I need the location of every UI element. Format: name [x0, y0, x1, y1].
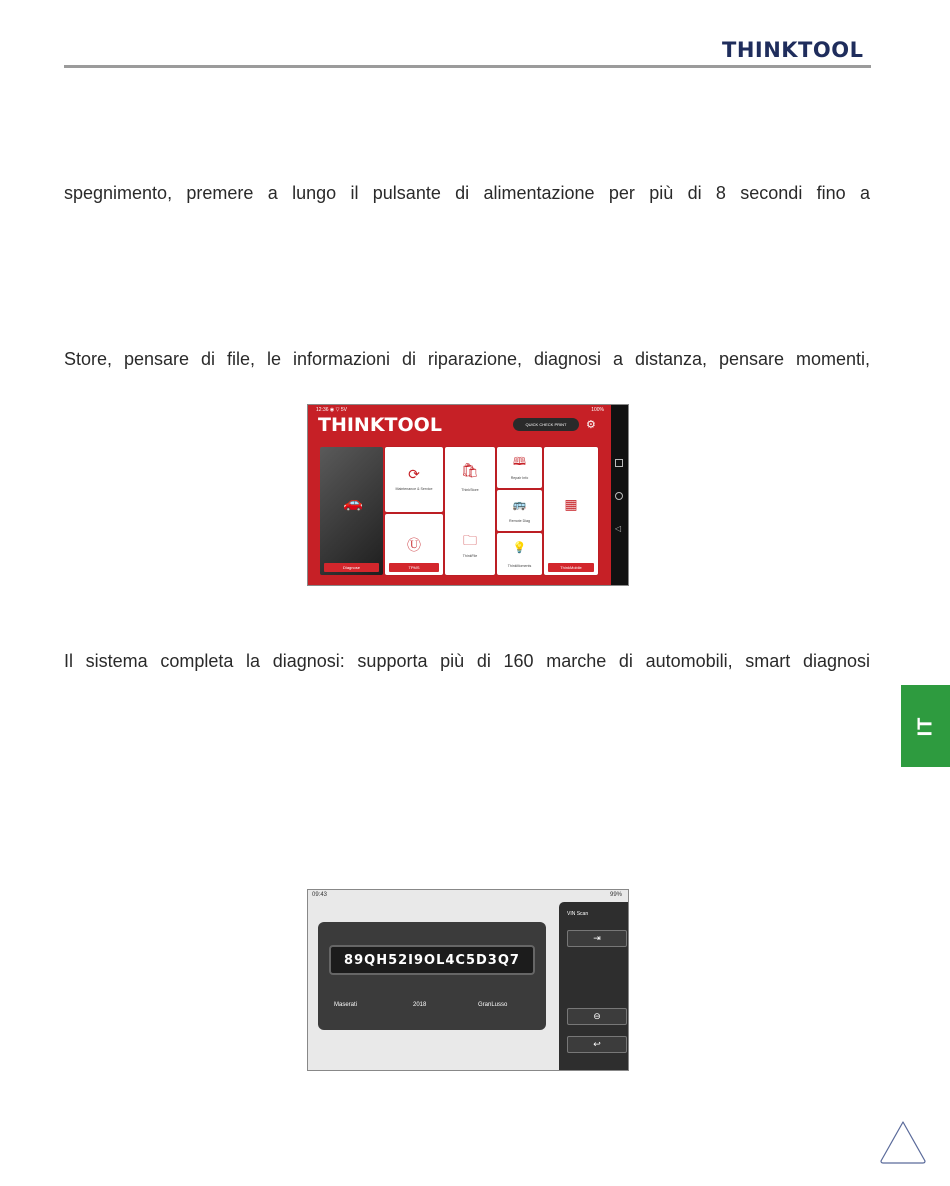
- remote-diag-label: Remote Diag: [509, 519, 530, 523]
- paragraph-line-2: Store, pensare di file, le informazioni di riparazione, diagnosi a distanza, pensare momenti,: [64, 349, 870, 369]
- thinkstore-label: ThinkStore: [461, 488, 479, 492]
- tpms-button[interactable]: TPMS: [389, 563, 439, 572]
- recent-apps-icon[interactable]: [615, 459, 623, 467]
- home-nav-icon[interactable]: [615, 492, 623, 500]
- vin-side-panel: [559, 902, 629, 1071]
- grid-icon: ▦: [564, 496, 578, 512]
- thinkmoments-label: ThinkMoments: [507, 564, 532, 568]
- vin-code: 89QH52I9OL4C5D3Q7: [329, 945, 535, 975]
- repair-info-tile[interactable]: [497, 447, 542, 488]
- car-icon: 🚗: [343, 495, 363, 512]
- vin-status-right: 99%: [609, 892, 622, 898]
- scan-button[interactable]: [567, 1008, 627, 1025]
- vehicle-make: Maserati: [334, 1002, 358, 1008]
- vin-scan-title: VIN Scan: [567, 911, 589, 917]
- language-tab-label: IT: [914, 716, 936, 736]
- gear-icon[interactable]: ⚙: [586, 419, 596, 431]
- remote-diag-tile[interactable]: [497, 490, 542, 531]
- page-corner-triangle-icon: [878, 1119, 928, 1165]
- back-nav-icon[interactable]: ◁: [615, 524, 622, 533]
- thinkfile-label: ThinkFile: [462, 554, 478, 558]
- vin-scan-screenshot: [307, 889, 629, 1071]
- home-screen-screenshot: [307, 404, 629, 586]
- login-button[interactable]: [567, 930, 627, 947]
- diagnose-button[interactable]: Diagnose: [324, 563, 379, 572]
- language-tab: [901, 685, 950, 767]
- scan-icon: ⊖: [593, 1011, 601, 1021]
- repair-info-label: Repair Info: [510, 476, 529, 480]
- vin-status-left: 09:43: [312, 892, 328, 898]
- thinkstore-thinkfile-tile[interactable]: [445, 447, 495, 575]
- vehicle-model: GranLusso: [478, 1002, 508, 1008]
- back-button[interactable]: [567, 1036, 627, 1053]
- home-status-right: 100%: [591, 407, 604, 413]
- home-status-left: 12:36 ◉ ▽ 5V: [316, 407, 348, 413]
- vin-result-panel: [318, 922, 546, 1030]
- refresh-icon: ⟳: [408, 466, 420, 482]
- maintenance-label: Maintenance & Service: [395, 487, 433, 491]
- tpms-icon: Ⓤ: [407, 537, 421, 553]
- bulb-icon: 💡: [512, 542, 527, 554]
- thinkmobile-tile[interactable]: [544, 447, 598, 575]
- thinkmoments-tile[interactable]: [497, 533, 542, 575]
- diagnose-tile[interactable]: [320, 447, 383, 575]
- paragraph-line-1: spegnimento, premere a lungo il pulsante di alimentazione per più di 8 secondi fino a: [64, 183, 870, 203]
- book-icon: 🕮: [513, 456, 526, 468]
- maintenance-tile[interactable]: [385, 447, 443, 512]
- folder-icon: 🗀: [463, 532, 477, 548]
- tpms-tile[interactable]: [385, 514, 443, 575]
- quick-check-button[interactable]: QUICK CHECK PRINT: [513, 418, 579, 431]
- paragraph-line-3: Il sistema completa la diagnosi: supporta più di 160 marche di automobili, smart diagnosi: [64, 651, 870, 671]
- brand-logo: THINKTOOL: [722, 38, 864, 62]
- home-logo: THINKTOOL: [318, 414, 442, 436]
- android-nav-bar: [611, 405, 628, 585]
- vehicle-year: 2018: [413, 1002, 427, 1008]
- return-icon: ↩: [593, 1039, 601, 1049]
- shopping-bag-icon: 🛍: [461, 462, 479, 478]
- remote-icon: 🚌: [512, 499, 527, 511]
- thinkmobile-button[interactable]: ThinkMobile: [548, 563, 594, 572]
- login-icon: ⇥: [593, 933, 601, 943]
- header-divider: [64, 65, 871, 68]
